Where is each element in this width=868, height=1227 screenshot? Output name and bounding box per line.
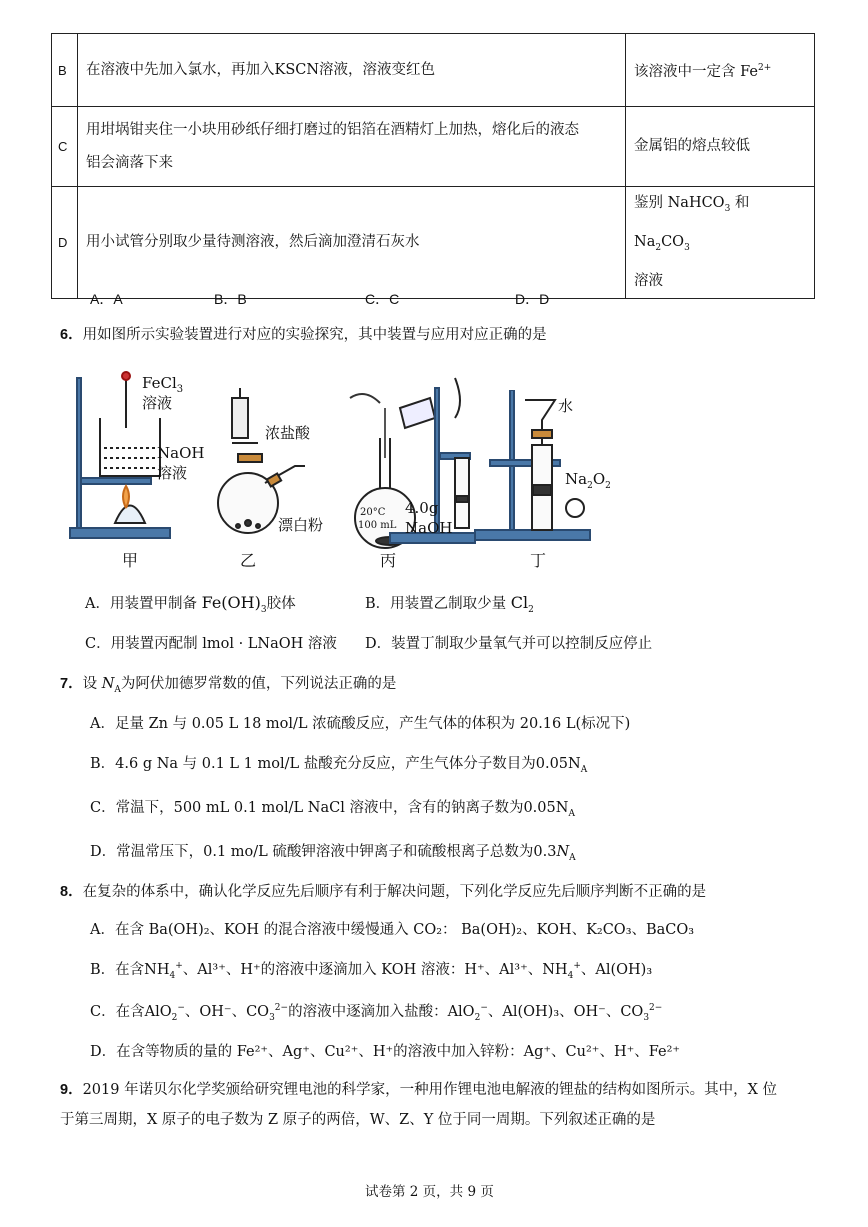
- conclusion-cell: 该溶液中一定含 $Fe^{2+}$: [626, 34, 815, 107]
- caption-yi: 乙: [240, 551, 257, 570]
- q5-option-d: D．D: [515, 291, 550, 307]
- table-row: [52, 107, 815, 187]
- apparatus-figure: [60, 358, 480, 573]
- q9-line1: 9．2019 年诺贝尔化学奖颁给研究锂电池的科学家，一种用作锂电池电解液的锂盐的结构如图所示。其中，X 位: [60, 1082, 778, 1098]
- q8-option-a: A．在含 Ba(OH)₂、KOH 的混合溶液中缓慢通入 CO₂： Ba(OH)₂、KOH、K₂CO₃、BaCO₃: [90, 922, 695, 938]
- conclusion-cell: 金属铝的熔点较低: [626, 107, 815, 187]
- operation-cell: 用小试管分别取少量待测溶液，然后滴加澄清石灰水: [78, 187, 626, 299]
- svg-text:NaOH: NaOH: [157, 444, 205, 462]
- q8-stem: 8．在复杂的体系中，确认化学反应先后顺序有利于解决问题，下列化学反应先后顺序判断不正确的是: [60, 884, 707, 900]
- q8-option-d: D．在含等物质的量的 Fe²⁺、Ag⁺、Cu²⁺、H⁺的溶液中加入锌粉：Ag⁺、Cu²⁺、H⁺、Fe²⁺: [90, 1044, 681, 1060]
- svg-text:100 mL: 100 mL: [358, 520, 397, 531]
- svg-text:浓盐酸: 浓盐酸: [265, 424, 311, 442]
- svg-text:NaOH: NaOH: [405, 519, 453, 537]
- q6-stem: 6．用如图所示实验装置进行对应的实验探究，其中装置与应用对应正确的是: [60, 327, 547, 343]
- svg-text:FeCl3: FeCl$_3$: [142, 374, 184, 395]
- q6-option-b: B．用装置乙制取少量 $Cl_2$: [365, 593, 534, 615]
- table-row: [52, 34, 815, 107]
- q7-stem: 7．设 $N_A$为阿伏加德罗常数的值，下列说法正确的是: [60, 676, 397, 695]
- row-label: B: [52, 34, 78, 107]
- svg-text:20°C: 20°C: [360, 507, 386, 518]
- q7-option-d: D．常温常压下，0.1 mo/L 硫酸钾溶液中钾离子和硫酸根离子总数为$0.3N_A$: [90, 844, 576, 863]
- q9-line2: 于第三周期，X 原子的电子数为 Z 原子的两倍，W、Z、Y 位于同一周期。下列叙述正确的是: [60, 1112, 656, 1128]
- q5-option-b: B．B: [214, 291, 247, 307]
- ding-na2o2-label: $Na_2O_2$: [565, 470, 611, 491]
- svg-text:4.0g: 4.0g: [405, 499, 439, 517]
- q5-option-a: A．A: [90, 291, 123, 307]
- q6-option-c: C．用装置丙配制 lmol · LNaOH 溶液: [85, 636, 337, 652]
- svg-text:漂白粉: 漂白粉: [278, 516, 324, 534]
- q7-option-b: B．4.6 g Na 与 0.1 L 1 mol/L 盐酸充分反应，产生气体分子数目为$0.05N_A$: [90, 756, 588, 775]
- ding-water-label: 水: [558, 397, 574, 415]
- q6-option-d: D．装置丁制取少量氧气并可以控制反应停止: [365, 636, 653, 652]
- q5-option-c: C．C: [365, 291, 400, 307]
- q8-option-c: C．在含AlO$_2$−、OH⁻、$CO_3^{2-}$的溶液中逐滴加入盐酸：AlO$_2$−、Al(OH)₃、OH⁻、$CO_3^{2-}$: [90, 1003, 663, 1023]
- caption-bing: 丙: [380, 551, 397, 570]
- q6-option-a: A．用装置甲制备 $Fe(OH)_3$胶体: [85, 593, 296, 615]
- operation-cell: 在溶液中先加入氯水，再加入KSCN溶液，溶液变红色: [78, 34, 626, 107]
- svg-text:溶液: 溶液: [142, 394, 173, 412]
- page-footer: 试卷第 2 页，共 9 页: [365, 1184, 494, 1200]
- row-label: D: [52, 187, 78, 299]
- apparatus-yi: [218, 388, 305, 533]
- q7-option-a: A．足量 Zn 与 0.05 L 18 mol/L 浓硫酸反应，产生气体的体积为 20.16 L(标况下): [90, 716, 631, 732]
- row-label: C: [52, 107, 78, 187]
- q7-option-c: C．常温下，500 mL 0.1 mol/L NaCl 溶液中，含有的钠离子数为$0.05N_A$: [90, 800, 575, 819]
- q8-option-b: B．在含$NH_4^+$、Al³⁺、H⁺的溶液中逐滴加入 KOH 溶液：H⁺、Al³⁺、$NH_4^+$、Al(OH)₃: [90, 961, 653, 981]
- svg-text:溶液: 溶液: [157, 464, 188, 482]
- experiment-table: [51, 33, 815, 299]
- conclusion-cell: 鉴别 NaHCO$_3$ 和 $Na_2CO_3$ 溶液: [626, 187, 815, 299]
- apparatus-ding-figure: [470, 390, 600, 550]
- operation-cell: 用坩埚钳夹住一小块用砂纸仔细打磨过的铝箔在酒精灯上加热，熔化后的液态 铝会滴落下来: [78, 107, 626, 187]
- table-row: [52, 187, 815, 299]
- caption-ding: 丁: [530, 551, 547, 570]
- caption-jia: 甲: [122, 551, 139, 570]
